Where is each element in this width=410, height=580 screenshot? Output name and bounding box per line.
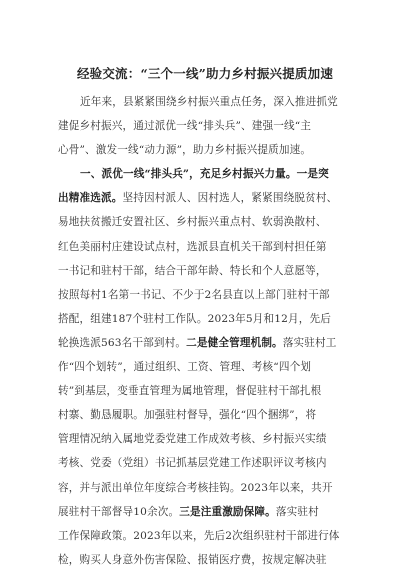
text-line: 村寨、勤恳履职。加强驻村督导，强化“四个捆绑”，将 [58, 409, 317, 422]
text-line: 一书记和驻村干部，结合干部年龄、特长和个人意愿等， [58, 264, 327, 277]
text-line: 转”到基层，变垂直管理为属地管理，督促驻村干部扎根 [58, 385, 322, 398]
text-line: 出精准选派。坚持因村派人、因村选人，紧紧围绕脱贫村、 [58, 192, 338, 205]
text-line: 工作保障政策。2023年以来，先后2次组织驻村干部进行体 [58, 529, 340, 542]
text-line: 检，购买人身意外伤害保险、报销医疗费，按规定解决驻 [58, 553, 327, 566]
text-line: 搭配，组建187个驻村工作队。2023年5月和12月，先后 [58, 312, 332, 325]
text-line: 考核、党委（党组）书记抓基层党建工作述职评议考核内 [58, 457, 327, 470]
text-line: 易地扶贫搬迁安置社区、乡村振兴重点村、软弱涣散村、 [58, 216, 327, 229]
text-line: 近年来，县紧紧围绕乡村振兴重点任务，深入推进抓党 [80, 96, 338, 108]
document-title: 经验交流：“三个一线”助力乡村振兴提质加速 [76, 66, 334, 81]
text-line: 作“四个划转”，通过组织、工资、管理、考核“四个划 [58, 361, 312, 374]
text-line: 展驻村干部督导10余次。三是注重激励保障。落实驻村 [58, 505, 319, 518]
document-body [58, 90, 364, 572]
text-line: 心骨”、激发一线“动力源”，助力乡村振兴提质加速。 [58, 144, 312, 157]
text-line: 一、派优一线“排头兵”，充足乡村振兴力量。一是突 [80, 168, 329, 181]
text-line: 建促乡村振兴，通过派优一线“排头兵”、建强一线“主 [58, 120, 312, 133]
text-line: 按照每村1名第一书记、不少于2名县直以上部门驻村干部 [58, 288, 330, 301]
text-line: 轮换选派563名干部到村。二是健全管理机制。落实驻村工 [58, 336, 337, 349]
text-line: 容，并与派出单位年度综合考核挂钩。2023年以来，共开 [58, 481, 333, 494]
text-line: 管理情况纳入属地党委党建工作成效考核、乡村振兴实绩 [58, 433, 327, 446]
text-line: 红色美丽村庄建设试点村，选派县直机关干部到村担任第 [58, 240, 327, 253]
